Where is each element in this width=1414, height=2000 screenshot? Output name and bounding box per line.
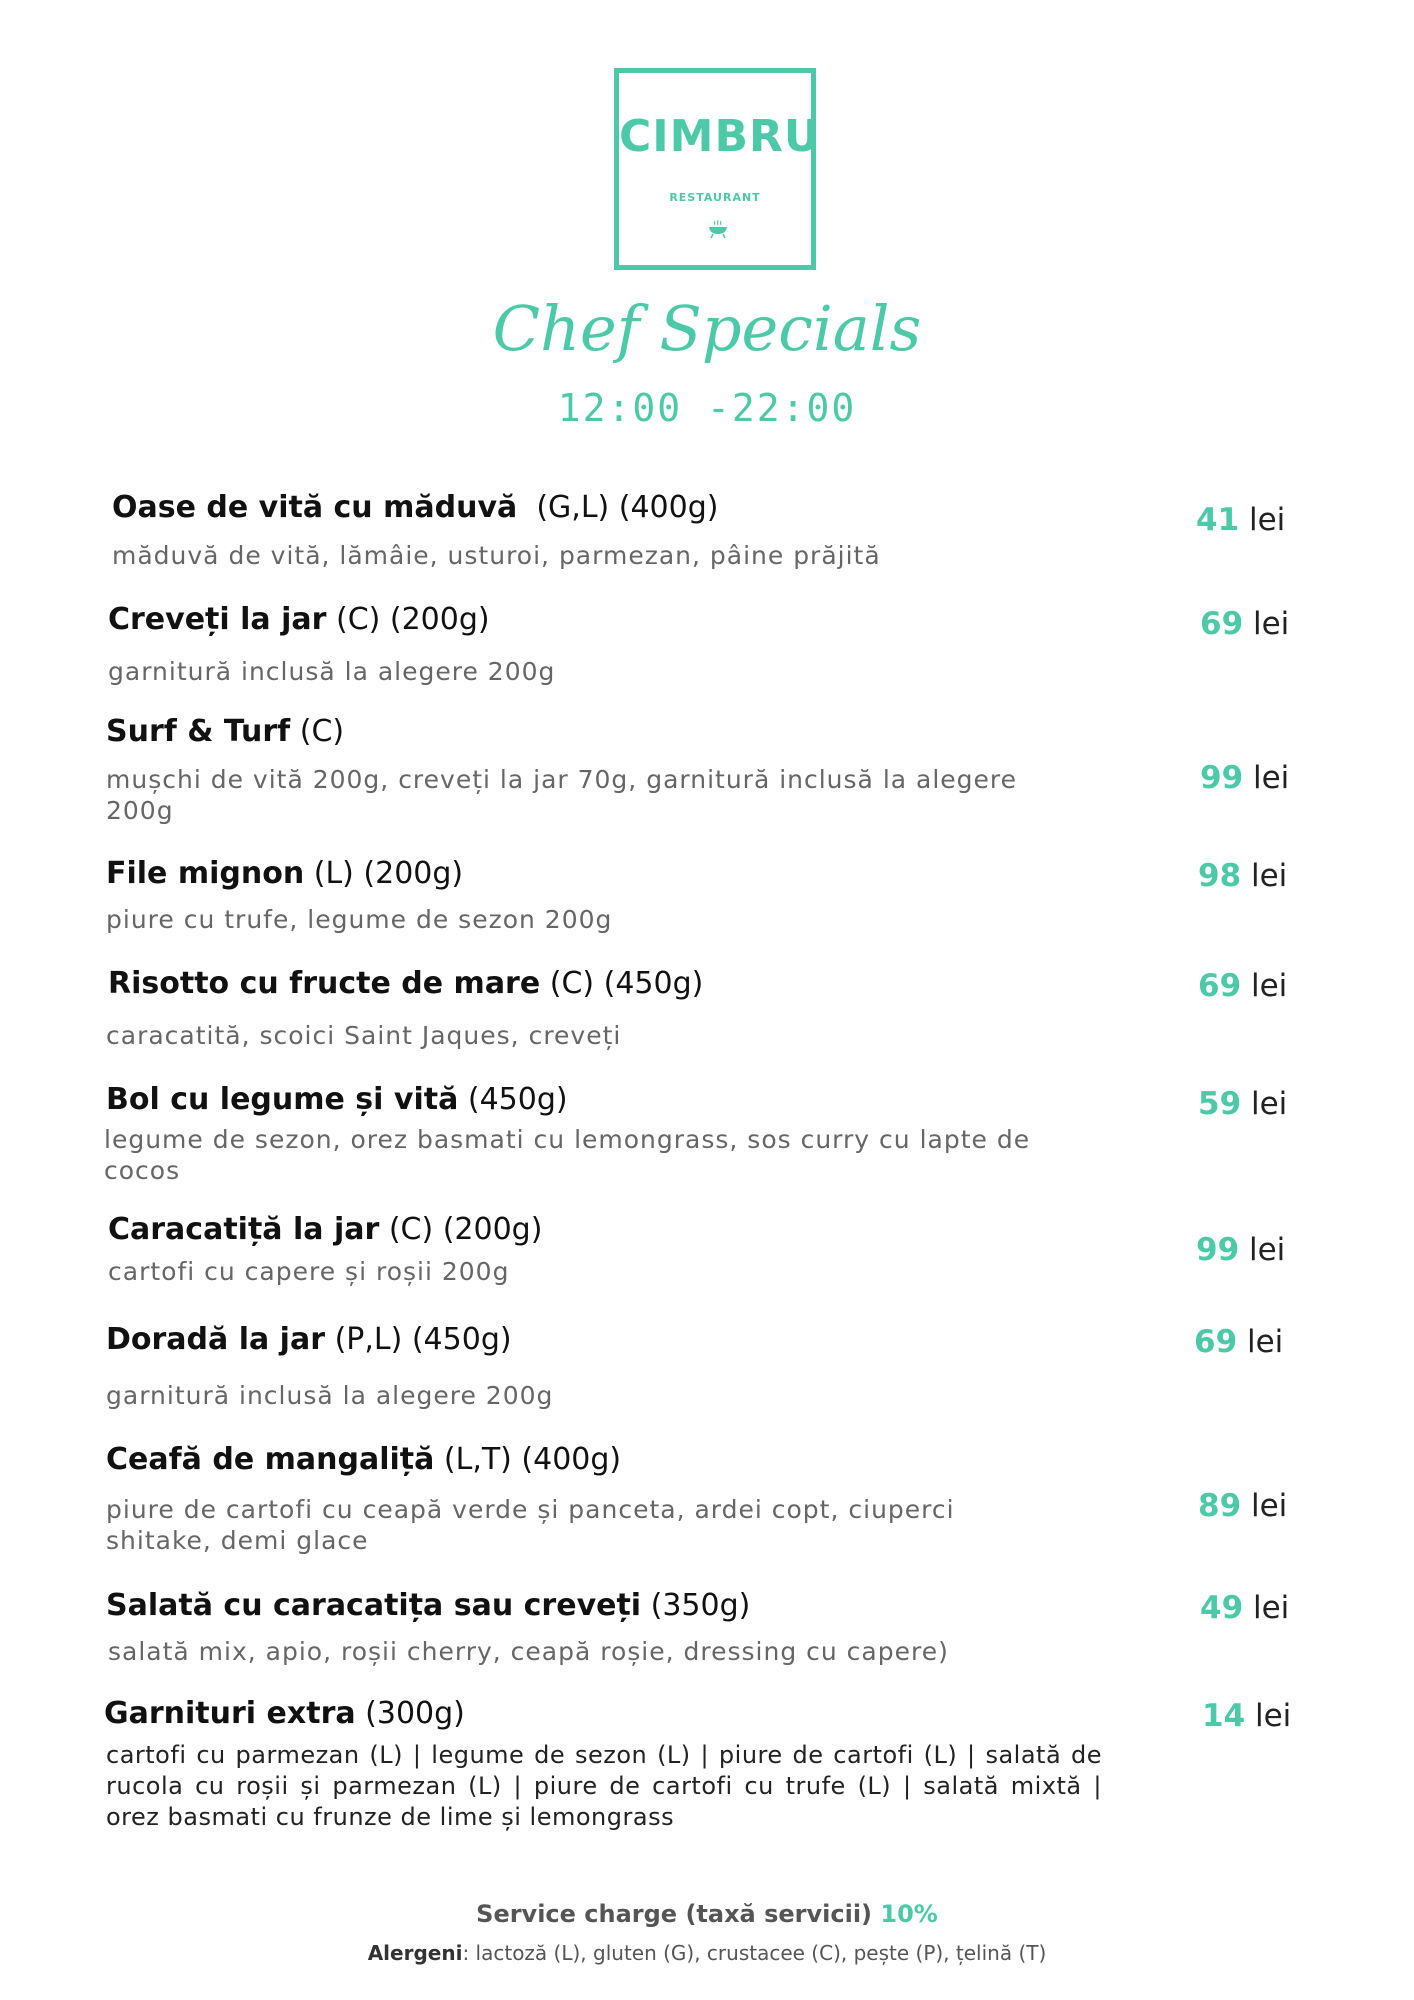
item-price: [1198, 1086, 1287, 1122]
item-name: Creveți la jar: [108, 602, 327, 637]
item-description: caracatită, scoici Saint Jaques, creveți: [106, 1021, 622, 1050]
price-currency: lei: [1253, 606, 1290, 642]
item-name: Bol cu legume și vită: [106, 1082, 459, 1117]
item-name: Caracatiță la jar: [108, 1212, 380, 1247]
item-description: salată mix, apio, roșii cherry, ceapă roșie, dressing cu capere): [108, 1637, 949, 1666]
item-extra: (350g): [650, 1588, 751, 1623]
allergens-note: [0, 1941, 1414, 1965]
item-description: legume de sezon, orez basmati cu lemongrass, sos curry cu lapte de cocos: [104, 1125, 1031, 1185]
item-description: măduvă de vită, lămâie, usturoi, parmezan, pâine prăjită: [112, 541, 881, 570]
item-price: [1198, 968, 1287, 1004]
price-value: 41: [1196, 502, 1240, 538]
item-title: [106, 1588, 750, 1623]
item-description: cartofi cu capere și roșii 200g: [108, 1257, 510, 1286]
item-description: cartofi cu parmezan (L) | legume de sezon (L) | piure de cartofi (L) | salată de rucola cu roșii și parmezan (L) | piure de cartofi cu trufe (L) | salată mixtă | orez basmati cu frunze de lime și lemongrass: [106, 1741, 1102, 1831]
restaurant-logo: [614, 68, 821, 270]
price-value: 69: [1198, 968, 1242, 1004]
item-title: [112, 490, 718, 525]
item-description: piure de cartofi cu ceapă verde și panceta, ardei copt, ciuperci shitake, demi glace: [106, 1495, 955, 1555]
item-title: [106, 1442, 621, 1477]
item-name: Garnituri extra: [104, 1696, 356, 1731]
item-extra: (C) (200g): [388, 1212, 543, 1247]
price-value: 59: [1198, 1086, 1242, 1122]
price-value: 99: [1196, 1232, 1240, 1268]
price-currency: lei: [1253, 760, 1290, 796]
price-currency: lei: [1249, 502, 1286, 538]
item-price: [1196, 1232, 1285, 1268]
item-extra: (G,L) (400g): [536, 490, 719, 525]
allergens-label: Alergeni: [367, 1941, 463, 1965]
menu-heading: Chef Specials: [492, 292, 922, 365]
item-name: Surf & Turf: [106, 714, 291, 749]
service-charge-note: [0, 1900, 1414, 1928]
price-currency: lei: [1253, 1590, 1290, 1626]
item-extra: (450g): [467, 1082, 568, 1117]
item-extra: (300g): [365, 1696, 465, 1731]
item-title: [106, 1322, 512, 1357]
item-title: [106, 714, 344, 749]
grill-icon: [707, 219, 729, 239]
item-extra: (P,L) (450g): [334, 1322, 512, 1357]
item-title: [106, 856, 463, 891]
service-percentage: 10%: [880, 1900, 938, 1928]
item-extra: (C) (200g): [335, 602, 490, 637]
item-extra: (L) (200g): [313, 856, 464, 891]
opening-hours: 12:00 -22:00: [557, 386, 857, 430]
price-currency: lei: [1251, 968, 1288, 1004]
item-name: File mignon: [106, 856, 305, 891]
item-price: [1198, 858, 1287, 894]
item-price: [1200, 606, 1289, 642]
service-label: Service charge (taxă servicii): [476, 1900, 873, 1928]
item-title: [108, 602, 490, 637]
item-price: [1198, 1488, 1287, 1524]
price-value: 99: [1200, 760, 1244, 796]
item-price: [1200, 1590, 1289, 1626]
allergens-list: : lactoză (L), gluten (G), crustacee (C), pește (P), țelină (T): [462, 1941, 1047, 1965]
item-name: Risotto cu fructe de mare: [108, 966, 541, 1001]
logo-subtitle: RESTAURANT: [669, 191, 761, 204]
price-currency: lei: [1251, 1086, 1288, 1122]
item-name: Oase de vită cu măduvă: [112, 490, 518, 525]
price-value: 69: [1200, 606, 1244, 642]
item-title: [108, 1212, 542, 1247]
price-value: 89: [1198, 1488, 1242, 1524]
item-name: Salată cu caracatița sau creveți: [106, 1588, 642, 1623]
item-description: garnitură inclusă la alegere 200g: [106, 1381, 554, 1410]
item-extra: (C) (450g): [549, 966, 704, 1001]
item-name: Ceafă de mangaliță: [106, 1442, 435, 1477]
price-currency: lei: [1251, 1488, 1288, 1524]
item-extra: (C): [299, 714, 345, 749]
price-currency: lei: [1255, 1698, 1292, 1734]
price-value: 69: [1194, 1324, 1238, 1360]
item-name: Doradă la jar: [106, 1322, 326, 1357]
item-description: garnitură inclusă la alegere 200g: [108, 657, 556, 686]
price-currency: lei: [1251, 858, 1288, 894]
item-title: [104, 1696, 465, 1731]
price-value: 98: [1198, 858, 1242, 894]
item-price: [1202, 1698, 1291, 1734]
price-value: 49: [1200, 1590, 1244, 1626]
item-price: [1196, 502, 1285, 538]
price-currency: lei: [1247, 1324, 1284, 1360]
item-extra: (L,T) (400g): [443, 1442, 622, 1477]
item-price: [1200, 760, 1289, 796]
price-value: 14: [1202, 1698, 1246, 1734]
item-price: [1194, 1324, 1283, 1360]
price-currency: lei: [1249, 1232, 1286, 1268]
item-title: [108, 966, 703, 1001]
item-description: mușchi de vită 200g, creveți la jar 70g, garnitură inclusă la alegere 200g: [106, 765, 1018, 825]
logo-name: CIMBRU: [619, 111, 821, 162]
item-title: [106, 1082, 568, 1117]
item-description: piure cu trufe, legume de sezon 200g: [106, 905, 613, 934]
